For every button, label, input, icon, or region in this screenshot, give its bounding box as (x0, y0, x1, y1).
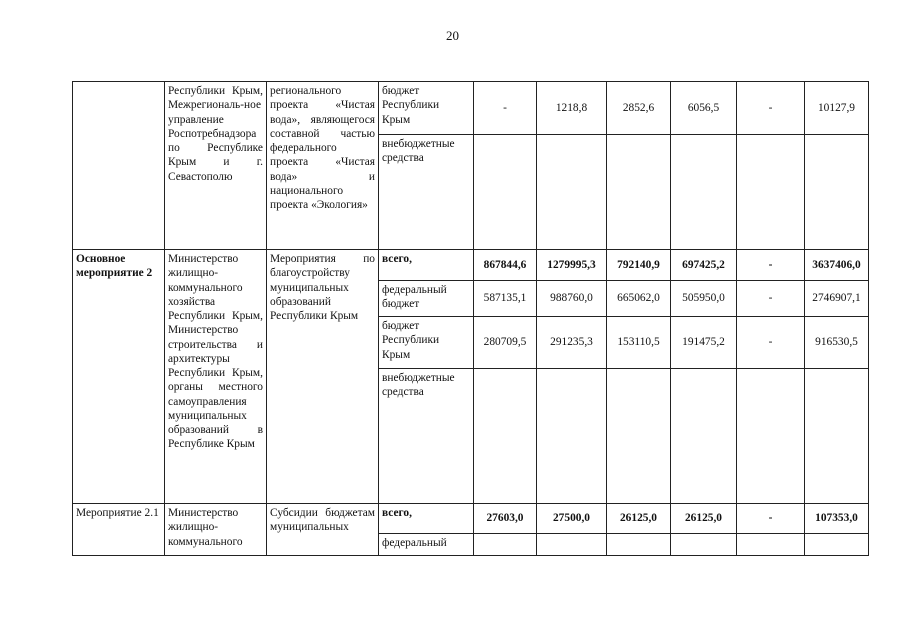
value-cell (737, 534, 805, 556)
value-cell: 280709,5 (474, 317, 537, 369)
value-cell: 26125,0 (671, 504, 737, 534)
value-cell (474, 135, 537, 250)
total-cell: 916530,5 (805, 317, 869, 369)
value-cell: - (737, 504, 805, 534)
value-cell (607, 135, 671, 250)
event-name-cell (73, 82, 165, 250)
total-cell: 10127,9 (805, 82, 869, 135)
value-cell: 792140,9 (607, 250, 671, 281)
value-cell: 27603,0 (474, 504, 537, 534)
value-cell (737, 369, 805, 504)
value-cell: 1279995,3 (537, 250, 607, 281)
event-name-cell: Мероприятие 2.1 (73, 504, 165, 556)
total-cell (805, 534, 869, 556)
value-cell: - (737, 250, 805, 281)
value-cell: 27500,0 (537, 504, 607, 534)
value-cell: 587135,1 (474, 281, 537, 317)
value-cell: 291235,3 (537, 317, 607, 369)
value-cell (607, 369, 671, 504)
budget-table (72, 81, 869, 556)
funding-source-cell: бюджет Республики Крым (379, 82, 474, 135)
executor-cell: Республики Крым, Межрегиональ-ное управление Роспотребнадзора по Республике Крым и г. Севастополю (165, 82, 267, 250)
value-cell (607, 534, 671, 556)
funding-source-cell: всего, (379, 250, 474, 281)
value-cell: 2852,6 (607, 82, 671, 135)
funding-source-cell: федеральный бюджет (379, 281, 474, 317)
total-cell: 107353,0 (805, 504, 869, 534)
value-cell: - (474, 82, 537, 135)
value-cell: 26125,0 (607, 504, 671, 534)
value-cell (671, 135, 737, 250)
value-cell: 6056,5 (671, 82, 737, 135)
value-cell: 153110,5 (607, 317, 671, 369)
value-cell (737, 135, 805, 250)
executor-cell: Министерство жилищно-коммунального (165, 504, 267, 556)
table-row (73, 250, 869, 281)
value-cell (671, 534, 737, 556)
total-cell: 2746907,1 (805, 281, 869, 317)
value-cell: - (737, 281, 805, 317)
event-name-cell: Основное мероприятие 2 (73, 250, 165, 504)
executor-cell: Министерство жилищно-коммунального хозяйства Республики Крым, Министерство строительства и архитектуры Республики Крым, органы местного самоуправления муниципальных образований в Республике Крым (165, 250, 267, 504)
description-cell: регионального проекта «Чистая вода», являющегося составной частью федерального проекта «Чистая вода» и национального проекта «Экология» (267, 82, 379, 250)
value-cell (537, 534, 607, 556)
value-cell: 665062,0 (607, 281, 671, 317)
description-cell: Мероприятия по благоустройству муниципальных образований Республики Крым (267, 250, 379, 504)
value-cell: 191475,2 (671, 317, 737, 369)
value-cell (474, 534, 537, 556)
total-cell (805, 135, 869, 250)
funding-source-cell: внебюджетные средства (379, 369, 474, 504)
total-cell (805, 369, 869, 504)
value-cell: 1218,8 (537, 82, 607, 135)
value-cell (474, 369, 537, 504)
value-cell: 867844,6 (474, 250, 537, 281)
value-cell (671, 369, 737, 504)
funding-source-cell: всего, (379, 504, 474, 534)
funding-source-cell: бюджет Республики Крым (379, 317, 474, 369)
value-cell: 988760,0 (537, 281, 607, 317)
funding-source-cell: федеральный (379, 534, 474, 556)
value-cell: 697425,2 (671, 250, 737, 281)
table-row (73, 504, 869, 534)
funding-source-cell: внебюджетные средства (379, 135, 474, 250)
value-cell (537, 369, 607, 504)
table-row (73, 82, 869, 135)
value-cell: - (737, 317, 805, 369)
value-cell (537, 135, 607, 250)
value-cell: - (737, 82, 805, 135)
page-number: 20 (446, 28, 459, 43)
total-cell: 3637406,0 (805, 250, 869, 281)
description-cell: Субсидии бюджетам муниципальных (267, 504, 379, 556)
value-cell: 505950,0 (671, 281, 737, 317)
